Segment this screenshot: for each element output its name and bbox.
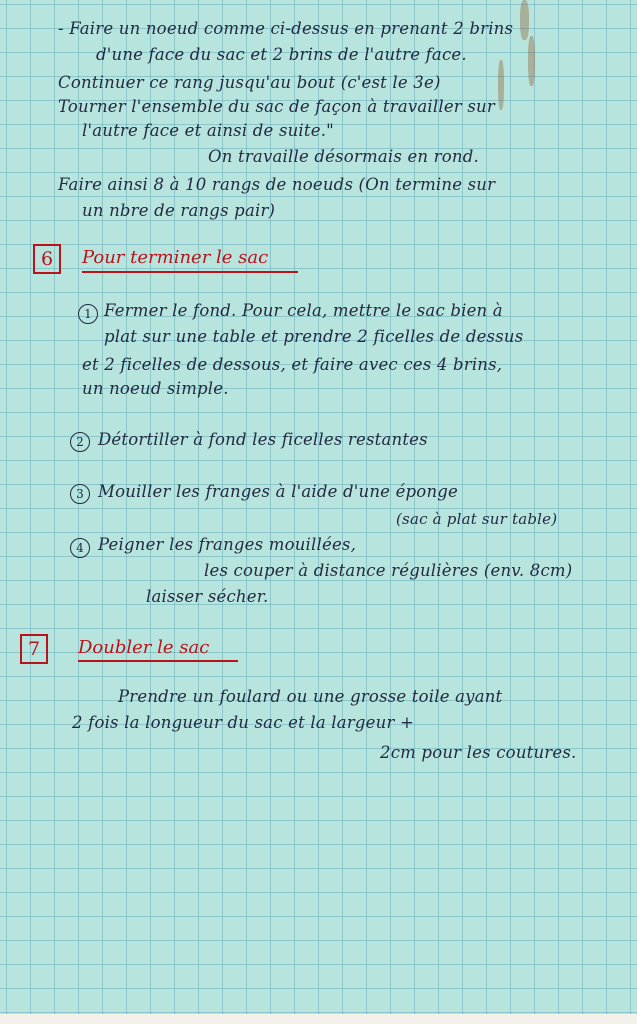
text-line: On travaille désormais en rond.	[208, 147, 479, 166]
text-line: 2cm pour les coutures.	[380, 743, 577, 762]
text-line: Peigner les franges mouillées,	[98, 535, 357, 554]
section-title: Pour terminer le sac	[82, 247, 269, 268]
text-line: Détortiller à fond les ficelles restantes	[98, 430, 428, 449]
step-number-circle: 4	[70, 538, 90, 558]
text-line: un noeud simple.	[82, 379, 229, 398]
step-number-circle: 2	[70, 432, 90, 452]
step-number-circle: 3	[70, 484, 90, 504]
text-line: Tourner l'ensemble du sac de façon à travailler sur	[58, 97, 495, 116]
ink-stain	[520, 0, 529, 40]
text-line: un nbre de rangs pair)	[82, 201, 276, 220]
ink-stain	[528, 36, 535, 86]
text-line: 2 fois la longueur du sac et la largeur +	[72, 713, 415, 732]
text-line: Mouiller les franges à l'aide d'une éponge	[98, 482, 458, 501]
text-line: Prendre un foulard ou une grosse toile ayant	[118, 687, 503, 706]
ink-stain	[498, 60, 504, 110]
section-number-box: 7	[20, 634, 48, 664]
text-line: - Faire un noeud comme ci-dessus en prenant 2 brins	[58, 19, 514, 38]
text-line: l'autre face et ainsi de suite."	[82, 121, 334, 140]
title-underline	[78, 660, 238, 662]
text-line: Faire ainsi 8 à 10 rangs de noeuds (On termine sur	[58, 175, 496, 194]
text-line: Fermer le fond. Pour cela, mettre le sac bien à	[104, 301, 503, 320]
text-line: les couper à distance régulières (env. 8cm)	[204, 561, 573, 580]
section-number-box: 6	[33, 244, 61, 274]
text-line: (sac à plat sur table)	[396, 510, 558, 528]
paper-bottom-edge	[0, 1014, 637, 1024]
section-title: Doubler le sac	[78, 637, 210, 658]
text-line: laisser sécher.	[146, 587, 269, 606]
text-line: d'une face du sac et 2 brins de l'autre face.	[96, 45, 467, 64]
text-line: et 2 ficelles de dessous, et faire avec ces 4 brins,	[82, 355, 503, 374]
text-line: plat sur une table et prendre 2 ficelles de dessus	[104, 327, 524, 346]
text-line: Continuer ce rang jusqu'au bout (c'est le 3e)	[58, 73, 441, 92]
title-underline	[82, 271, 298, 273]
step-number-circle: 1	[78, 304, 98, 324]
